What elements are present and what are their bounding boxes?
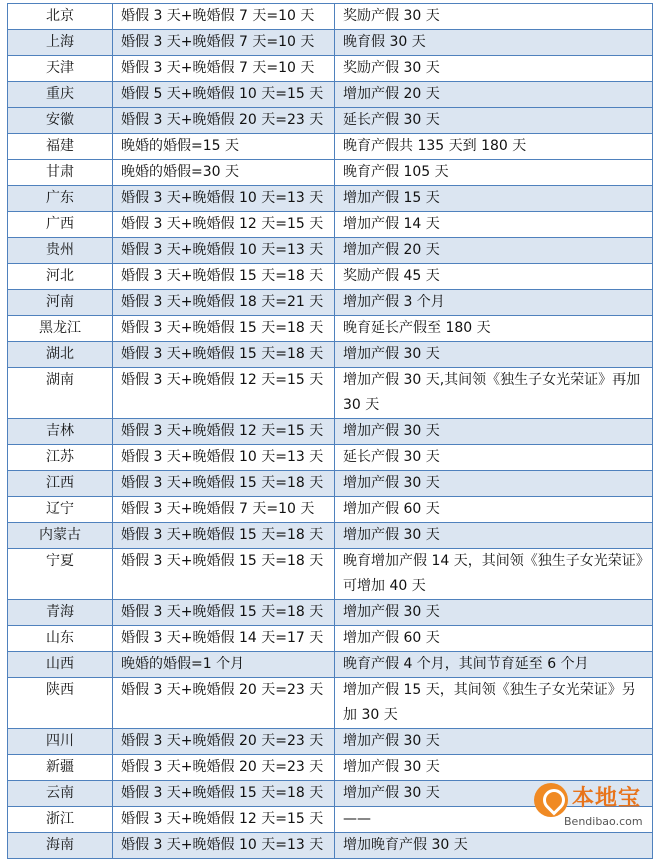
marriage-leave-cell: 婚假 3 天+晚婚假 7 天=10 天 (113, 497, 335, 523)
province-cell: 河北 (8, 264, 113, 290)
marriage-leave-cell: 婚假 3 天+晚婚假 7 天=10 天 (113, 56, 335, 82)
maternity-leave-cell: 增加产假 3 个月 (335, 290, 653, 316)
province-cell: 湖南 (8, 368, 113, 419)
maternity-leave-cell: 晚育产假 4 个月，其间节育延至 6 个月 (335, 652, 653, 678)
marriage-leave-cell: 婚假 3 天+晚婚假 10 天=13 天 (113, 445, 335, 471)
maternity-leave-cell: 增加产假 30 天 (335, 471, 653, 497)
table-row (8, 626, 653, 652)
marriage-leave-cell: 婚假 3 天+晚婚假 10 天=13 天 (113, 238, 335, 264)
marriage-leave-cell: 婚假 3 天+晚婚假 20 天=23 天 (113, 729, 335, 755)
marriage-leave-cell: 婚假 3 天+晚婚假 12 天=15 天 (113, 419, 335, 445)
province-cell: 辽宁 (8, 497, 113, 523)
maternity-leave-cell: 增加产假 30 天 (335, 781, 653, 807)
maternity-leave-cell: 晚育延长产假至 180 天 (335, 316, 653, 342)
table-row (8, 316, 653, 342)
province-cell: 山西 (8, 652, 113, 678)
maternity-leave-cell: 增加产假 60 天 (335, 626, 653, 652)
province-cell: 广东 (8, 186, 113, 212)
province-cell: 湖北 (8, 342, 113, 368)
table-row (8, 729, 653, 755)
table-row (8, 652, 653, 678)
table-row (8, 56, 653, 82)
maternity-leave-cell: 奖励产假 30 天 (335, 4, 653, 30)
marriage-leave-cell: 婚假 3 天+晚婚假 7 天=10 天 (113, 4, 335, 30)
province-cell: 陕西 (8, 678, 113, 729)
watermark-url: Bendibao.com (564, 815, 643, 828)
province-cell: 宁夏 (8, 549, 113, 600)
marriage-leave-cell: 晚婚的婚假=15 天 (113, 134, 335, 160)
province-cell: 吉林 (8, 419, 113, 445)
marriage-leave-cell: 婚假 3 天+晚婚假 15 天=18 天 (113, 600, 335, 626)
marriage-leave-cell: 婚假 3 天+晚婚假 7 天=10 天 (113, 30, 335, 56)
maternity-leave-cell: 增加产假 30 天 (335, 342, 653, 368)
maternity-leave-cell: 延长产假 30 天 (335, 108, 653, 134)
table-row (8, 471, 653, 497)
marriage-leave-cell: 婚假 3 天+晚婚假 12 天=15 天 (113, 368, 335, 419)
province-cell: 河南 (8, 290, 113, 316)
marriage-leave-cell: 婚假 3 天+晚婚假 10 天=13 天 (113, 833, 335, 859)
marriage-leave-cell: 婚假 3 天+晚婚假 20 天=23 天 (113, 678, 335, 729)
maternity-leave-cell: 奖励产假 45 天 (335, 264, 653, 290)
marriage-leave-cell: 婚假 3 天+晚婚假 15 天=18 天 (113, 264, 335, 290)
maternity-leave-cell: 增加晚育产假 30 天 (335, 833, 653, 859)
maternity-leave-cell: 奖励产假 30 天 (335, 56, 653, 82)
table-row (8, 134, 653, 160)
table-row (8, 186, 653, 212)
table-row (8, 30, 653, 56)
maternity-leave-cell: 增加产假 30 天,其间领《独生子女光荣证》再加 30 天 (335, 368, 653, 419)
province-cell: 新疆 (8, 755, 113, 781)
leave-table-body (8, 4, 653, 859)
table-row (8, 108, 653, 134)
table-row (8, 82, 653, 108)
marriage-leave-cell: 婚假 3 天+晚婚假 15 天=18 天 (113, 523, 335, 549)
marriage-leave-cell: 晚婚的婚假=30 天 (113, 160, 335, 186)
maternity-leave-cell: 增加产假 30 天 (335, 523, 653, 549)
province-cell: 青海 (8, 600, 113, 626)
maternity-leave-cell: —— (335, 807, 653, 833)
table-row (8, 497, 653, 523)
province-cell: 上海 (8, 30, 113, 56)
table-row (8, 4, 653, 30)
marriage-leave-cell: 婚假 3 天+晚婚假 20 天=23 天 (113, 755, 335, 781)
table-row (8, 264, 653, 290)
table-row (8, 342, 653, 368)
table-row (8, 290, 653, 316)
maternity-leave-cell: 增加产假 15 天 (335, 186, 653, 212)
province-cell: 海南 (8, 833, 113, 859)
table-row (8, 523, 653, 549)
maternity-leave-cell: 增加产假 15 天，其间领《独生子女光荣证》另加 30 天 (335, 678, 653, 729)
province-cell: 重庆 (8, 82, 113, 108)
maternity-leave-cell: 延长产假 30 天 (335, 445, 653, 471)
maternity-leave-cell: 晚育产假共 135 天到 180 天 (335, 134, 653, 160)
marriage-leave-cell: 婚假 3 天+晚婚假 15 天=18 天 (113, 316, 335, 342)
table-row (8, 445, 653, 471)
table-row (8, 755, 653, 781)
table-row (8, 419, 653, 445)
marriage-leave-cell: 婚假 3 天+晚婚假 15 天=18 天 (113, 781, 335, 807)
marriage-leave-cell: 婚假 3 天+晚婚假 14 天=17 天 (113, 626, 335, 652)
marriage-leave-cell: 婚假 3 天+晚婚假 12 天=15 天 (113, 212, 335, 238)
province-cell: 江西 (8, 471, 113, 497)
province-cell: 广西 (8, 212, 113, 238)
marriage-leave-cell: 婚假 3 天+晚婚假 20 天=23 天 (113, 108, 335, 134)
bendibao-watermark (534, 781, 646, 835)
province-cell: 浙江 (8, 807, 113, 833)
marriage-leave-cell: 婚假 3 天+晚婚假 18 天=21 天 (113, 290, 335, 316)
maternity-leave-cell: 晚育增加产假 14 天，其间领《独生子女光荣证》可增加 40 天 (335, 549, 653, 600)
province-cell: 安徽 (8, 108, 113, 134)
watermark-logo: 本地宝 (572, 786, 642, 811)
province-cell: 北京 (8, 4, 113, 30)
maternity-leave-cell: 增加产假 60 天 (335, 497, 653, 523)
table-row (8, 678, 653, 729)
province-cell: 贵州 (8, 238, 113, 264)
table-row (8, 212, 653, 238)
maternity-leave-cell: 增加产假 30 天 (335, 729, 653, 755)
province-cell: 江苏 (8, 445, 113, 471)
maternity-leave-cell: 晚育假 30 天 (335, 30, 653, 56)
table-row (8, 600, 653, 626)
maternity-leave-cell: 增加产假 20 天 (335, 238, 653, 264)
table-row (8, 549, 653, 600)
province-cell: 天津 (8, 56, 113, 82)
province-cell: 黑龙江 (8, 316, 113, 342)
province-cell: 福建 (8, 134, 113, 160)
maternity-leave-cell: 晚育产假 105 天 (335, 160, 653, 186)
table-row (8, 833, 653, 859)
province-cell: 山东 (8, 626, 113, 652)
marriage-leave-cell: 婚假 3 天+晚婚假 15 天=18 天 (113, 342, 335, 368)
province-cell: 甘肃 (8, 160, 113, 186)
maternity-leave-cell: 增加产假 30 天 (335, 600, 653, 626)
marriage-leave-cell: 婚假 3 天+晚婚假 12 天=15 天 (113, 807, 335, 833)
marriage-leave-cell: 婚假 3 天+晚婚假 15 天=18 天 (113, 549, 335, 600)
table-row (8, 368, 653, 419)
marriage-leave-cell: 晚婚的婚假=1 个月 (113, 652, 335, 678)
marriage-leave-cell: 婚假 5 天+晚婚假 10 天=15 天 (113, 82, 335, 108)
province-cell: 云南 (8, 781, 113, 807)
maternity-leave-cell: 增加产假 30 天 (335, 755, 653, 781)
table-row (8, 160, 653, 186)
marriage-leave-cell: 婚假 3 天+晚婚假 15 天=18 天 (113, 471, 335, 497)
marriage-leave-cell: 婚假 3 天+晚婚假 10 天=13 天 (113, 186, 335, 212)
maternity-leave-cell: 增加产假 20 天 (335, 82, 653, 108)
maternity-leave-cell: 增加产假 14 天 (335, 212, 653, 238)
table-row (8, 238, 653, 264)
maternity-leave-cell: 增加产假 30 天 (335, 419, 653, 445)
province-cell: 内蒙古 (8, 523, 113, 549)
leave-table (7, 3, 653, 859)
location-pin-icon (534, 783, 568, 817)
province-cell: 四川 (8, 729, 113, 755)
